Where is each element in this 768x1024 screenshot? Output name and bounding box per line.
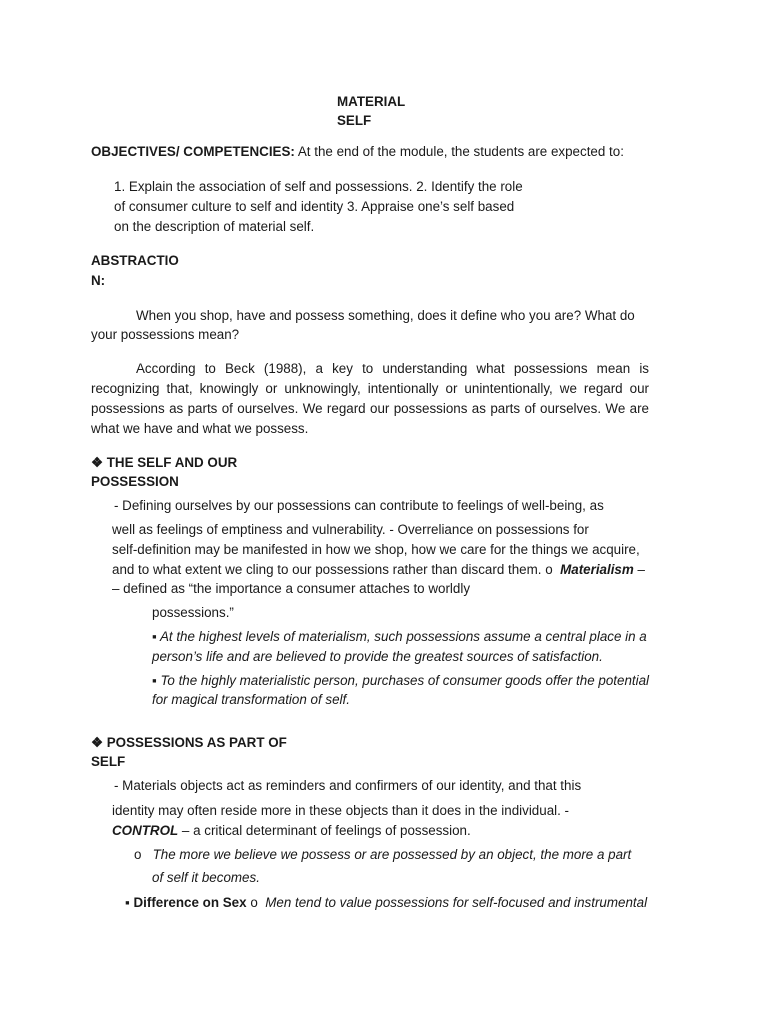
objectives-list-line-3: on the description of material self. <box>114 219 315 234</box>
sex-difference-text: Men tend to value possessions for self-focused and instrumental <box>265 895 648 910</box>
objectives-list-line-1: 1. Explain the association of self and possessions. 2. Identify the role <box>114 179 523 194</box>
section1-line-4 <box>112 560 645 580</box>
section2-line-2: identity may often reside more in these objects than it does in the individual. - <box>112 803 570 818</box>
circle-bullet-icon: o <box>545 562 553 577</box>
circle-bullet-icon: o <box>246 895 258 910</box>
section1-line-6: possessions.” <box>152 605 234 620</box>
section1-line-2: well as feelings of emptiness and vulnerability. - Overreliance on possessions for <box>112 522 589 537</box>
materialism-dash: – <box>633 562 645 577</box>
control-sub-text-1: The more we believe we possess or are possessed by an object, the more a part <box>152 847 632 862</box>
abstraction-para1-line-1: When you shop, have and possess something, does it define who you are? What do <box>136 308 635 323</box>
control-term: CONTROL <box>112 823 179 838</box>
control-text: – a critical determinant of feelings of possession. <box>178 823 471 838</box>
section1-line-1: - Defining ourselves by our possessions can contribute to feelings of well-being, as <box>114 498 604 513</box>
abstraction-para2-line-4: what we have and what we possess. <box>91 421 309 436</box>
section2-heading-line-1 <box>91 733 287 753</box>
section2-line-1: - Materials objects act as reminders and confirmers of our identity, and that this <box>114 778 582 793</box>
section1-heading-text: THE SELF AND OUR <box>106 455 238 470</box>
abstraction-heading-line-2: N: <box>91 273 106 288</box>
objectives-line <box>91 142 624 162</box>
section2-heading-line-2: SELF <box>91 754 126 769</box>
section1-line-4-text: and to what extent we cling to our possessions rather than discard them. <box>112 562 546 577</box>
materialism-item-1-line-1: ▪ At the highest levels of materialism, such possessions assume a central place in a <box>152 629 647 644</box>
section1-line-5: – defined as “the importance a consumer attaches to worldly <box>112 581 471 596</box>
materialism-term: Materialism <box>560 562 634 577</box>
materialism-item-2-line-1: ▪ To the highly materialistic person, purchases of consumer goods offer the potential <box>152 673 650 688</box>
control-sub-line-2: of self it becomes. <box>152 870 260 885</box>
sex-difference-label: ▪ Difference on Sex <box>125 895 247 910</box>
abstraction-para2-line-2: recognizing that, knowingly or unknowingly, intentionally or unintentionally, we regard our <box>91 381 649 396</box>
abstraction-para2-line-1: According to Beck (1988), a key to understanding what possessions mean is <box>136 361 649 376</box>
section2-heading-text: POSSESSIONS AS PART OF <box>106 735 287 750</box>
abstraction-para2-line-3: possessions as parts of ourselves. We regard our possessions as parts of ourselves. We are <box>91 401 649 416</box>
section1-heading-line-1 <box>91 453 237 473</box>
section1-heading-line-2: POSSESSION <box>91 474 179 489</box>
section1-line-3: self-definition may be manifested in how we shop, how we care for the things we acquire, <box>112 542 640 557</box>
objectives-label: OBJECTIVES/ COMPETENCIES: <box>91 144 295 159</box>
control-line <box>112 821 471 841</box>
sex-difference-line <box>125 893 647 913</box>
abstraction-para1-line-2: your possessions mean? <box>91 327 240 342</box>
circle-bullet-icon: o <box>134 847 142 862</box>
control-sub-line-1 <box>134 845 631 865</box>
title-line-1: MATERIAL <box>337 94 406 109</box>
diamond-bullet-icon: ❖ <box>91 735 104 750</box>
diamond-bullet-icon: ❖ <box>91 455 104 470</box>
title-line-2: SELF <box>337 113 372 128</box>
objectives-list-line-2: of consumer culture to self and identity 3. Appraise one’s self based <box>114 199 515 214</box>
objectives-text: At the end of the module, the students are expected to: <box>294 144 624 159</box>
materialism-item-1-line-2: person’s life and are believed to provide the greatest sources of satisfaction. <box>152 649 603 664</box>
materialism-item-2-line-2: for magical transformation of self. <box>152 692 350 707</box>
abstraction-heading-line-1: ABSTRACTIO <box>91 253 179 268</box>
